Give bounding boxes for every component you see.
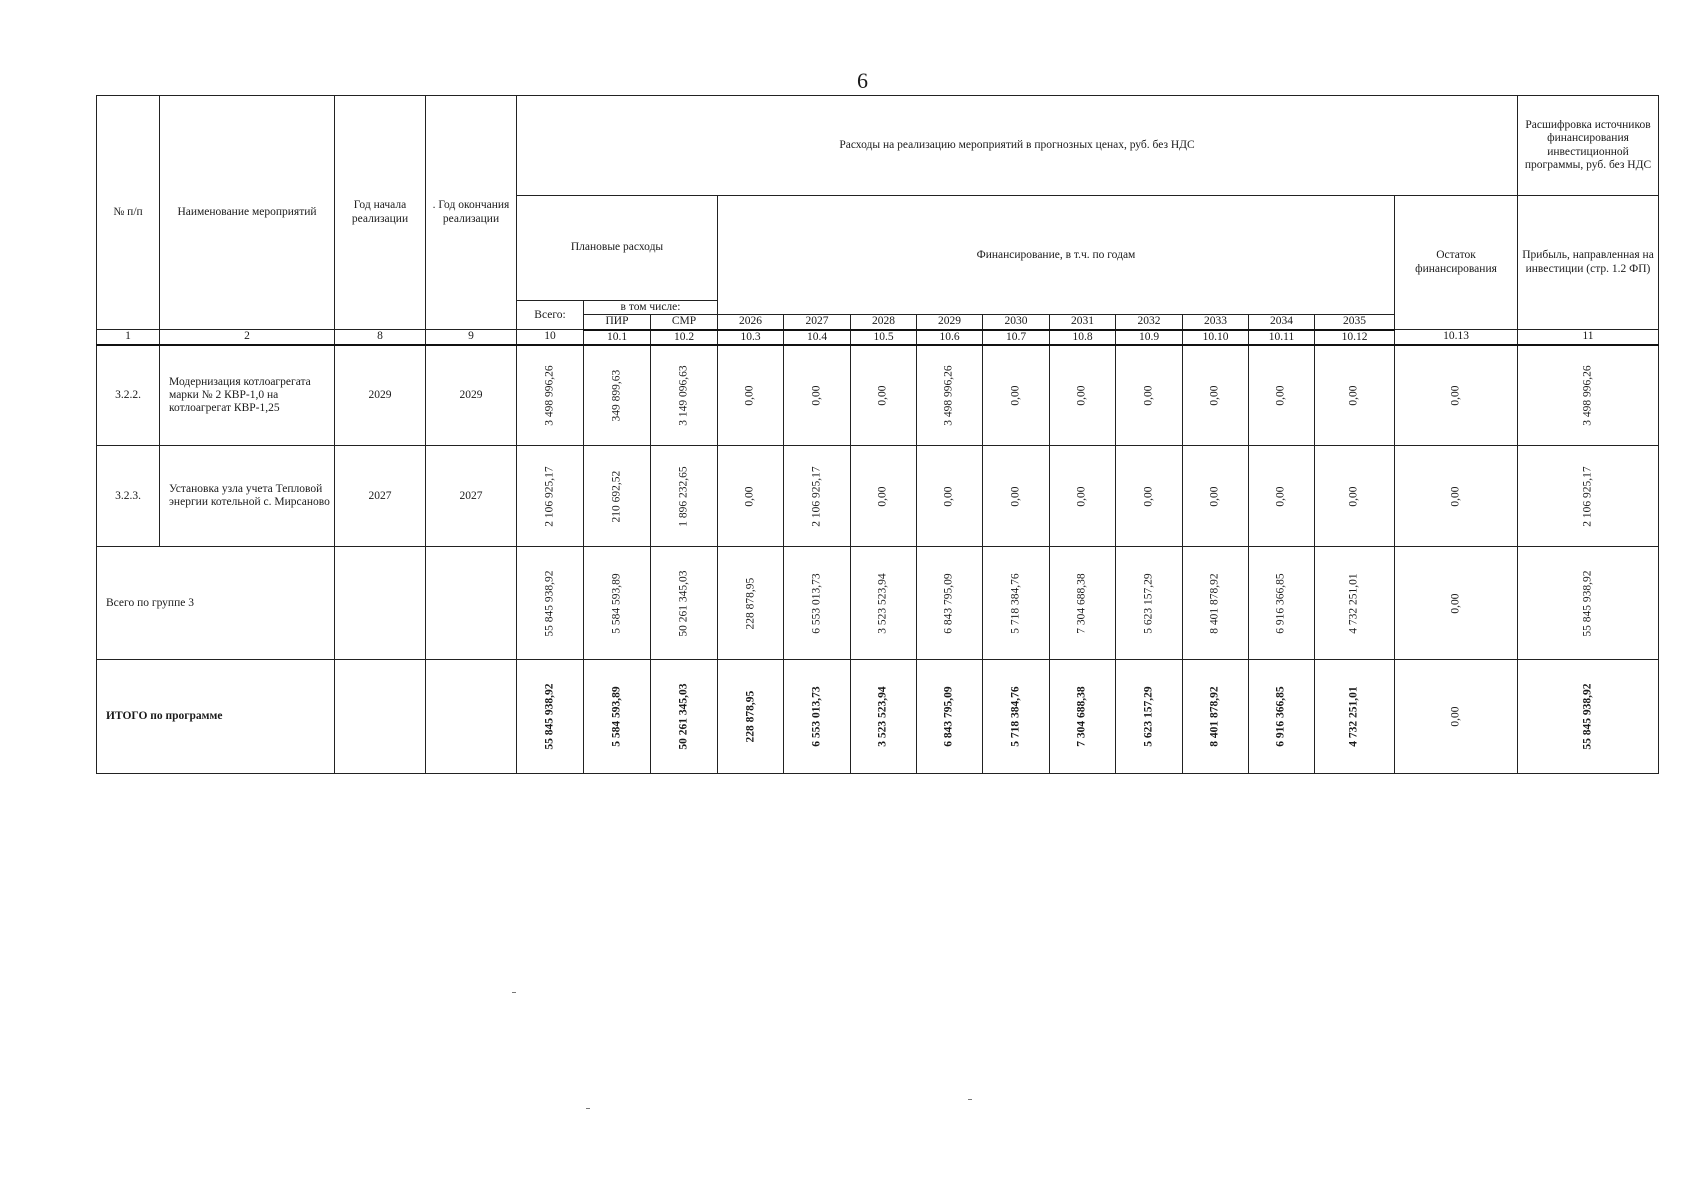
value-cell xyxy=(1183,660,1249,774)
header-year: 2032 xyxy=(1116,315,1183,330)
row-end-year: 2027 xyxy=(426,446,517,547)
header-year: 2026 xyxy=(718,315,784,330)
value-cell xyxy=(784,660,851,774)
value-text: 2 106 925,17 xyxy=(1581,466,1594,527)
value-text: 5 584 593,89 xyxy=(610,686,623,748)
value-text: 4 732 251,01 xyxy=(1347,573,1360,634)
page-number: 6 xyxy=(857,68,868,93)
header-remainder: Остаток финансирования xyxy=(1395,196,1518,330)
col-number: 11 xyxy=(1518,330,1659,345)
value-cell xyxy=(1050,660,1116,774)
value-text: 0,00 xyxy=(942,486,955,507)
value-text: 6 843 795,09 xyxy=(942,686,955,748)
value-text: 228 878,95 xyxy=(743,577,756,630)
profit-cell xyxy=(1518,446,1659,547)
scan-speck xyxy=(586,1108,590,1109)
value-cell xyxy=(851,547,917,660)
value-text: 0,00 xyxy=(1274,385,1287,406)
value-cell xyxy=(584,345,651,446)
row-start-year: 2029 xyxy=(335,345,426,446)
header-pir: ПИР xyxy=(584,315,651,330)
value-text: 5 623 157,29 xyxy=(1142,573,1155,634)
investment-program-table xyxy=(96,95,1659,774)
value-cell xyxy=(1315,446,1395,547)
value-text: 0,00 xyxy=(1142,385,1155,406)
column-numbers-row xyxy=(97,330,1659,345)
value-cell xyxy=(1050,446,1116,547)
value-cell xyxy=(1315,345,1395,446)
table-row xyxy=(97,345,1659,446)
value-cell xyxy=(983,547,1050,660)
value-text: 55 845 938,92 xyxy=(1581,570,1594,637)
empty-cell xyxy=(426,547,517,660)
value-cell xyxy=(851,345,917,446)
value-text: 0,00 xyxy=(1075,486,1088,507)
value-text: 6 916 366,85 xyxy=(1274,686,1287,748)
value-text: 5 718 384,76 xyxy=(1009,573,1022,634)
value-cell xyxy=(1183,547,1249,660)
value-cell xyxy=(983,446,1050,547)
value-text: 0,00 xyxy=(743,486,756,507)
value-text: 6 553 013,73 xyxy=(810,573,823,634)
value-cell xyxy=(1183,446,1249,547)
header-planned: Плановые расходы xyxy=(517,196,718,301)
col-number: 10.2 xyxy=(651,330,718,345)
value-cell xyxy=(1116,660,1183,774)
value-text: 349 899,63 xyxy=(610,369,623,422)
value-text: 4 732 251,01 xyxy=(1347,686,1360,748)
value-cell xyxy=(517,547,584,660)
value-cell xyxy=(718,345,784,446)
scan-speck xyxy=(968,1099,972,1100)
header-smr: СМР xyxy=(651,315,718,330)
empty-cell xyxy=(335,547,426,660)
value-cell xyxy=(517,660,584,774)
col-number: 10.5 xyxy=(851,330,917,345)
col-number: 10.3 xyxy=(718,330,784,345)
profit-cell xyxy=(1518,345,1659,446)
header-year: 2035 xyxy=(1315,315,1395,330)
value-cell xyxy=(1315,547,1395,660)
row-name: Модернизация котлоагрегата марки № 2 КВР-1,0 на котлоагрегат КВР-1,25 xyxy=(160,345,335,446)
col-number: 10.12 xyxy=(1315,330,1395,345)
col-number: 10.4 xyxy=(784,330,851,345)
header-year: 2034 xyxy=(1249,315,1315,330)
header-year: 2028 xyxy=(851,315,917,330)
value-cell xyxy=(851,660,917,774)
value-text: 3 498 996,26 xyxy=(942,365,955,426)
value-text: 7 304 688,38 xyxy=(1075,686,1088,748)
value-text: 0,00 xyxy=(810,385,823,406)
value-text: 0,00 xyxy=(1009,486,1022,507)
value-cell xyxy=(1050,547,1116,660)
empty-cell xyxy=(426,660,517,774)
program-total-row xyxy=(97,660,1659,774)
col-number: 8 xyxy=(335,330,426,345)
value-text: 3 498 996,26 xyxy=(1581,365,1594,426)
value-text: 0,00 xyxy=(876,486,889,507)
col-number: 10.11 xyxy=(1249,330,1315,345)
value-cell xyxy=(851,446,917,547)
row-end-year: 2029 xyxy=(426,345,517,446)
table-row xyxy=(97,446,1659,547)
header-financing: Финансирование, в т.ч. по годам xyxy=(718,196,1395,315)
col-number: 10.10 xyxy=(1183,330,1249,345)
value-cell xyxy=(718,547,784,660)
row-no: 3.2.2. xyxy=(97,345,160,446)
value-text: 2 106 925,17 xyxy=(543,466,556,527)
value-cell xyxy=(584,547,651,660)
group-total-row xyxy=(97,547,1659,660)
value-text: 0,00 xyxy=(1075,385,1088,406)
empty-cell xyxy=(335,660,426,774)
col-number: 2 xyxy=(160,330,335,345)
value-text: 0,00 xyxy=(1009,385,1022,406)
value-text: 0,00 xyxy=(1449,706,1462,727)
col-number: 9 xyxy=(426,330,517,345)
value-cell xyxy=(651,446,718,547)
remainder-cell xyxy=(1395,446,1518,547)
value-cell xyxy=(784,345,851,446)
value-text: 0,00 xyxy=(1449,486,1462,507)
value-text: 3 523 523,94 xyxy=(876,686,889,748)
value-text: 0,00 xyxy=(1347,486,1360,507)
value-text: 3 498 996,26 xyxy=(543,365,556,426)
value-cell xyxy=(983,345,1050,446)
value-cell xyxy=(917,446,983,547)
row-start-year: 2027 xyxy=(335,446,426,547)
value-cell xyxy=(718,660,784,774)
value-text: 0,00 xyxy=(743,385,756,406)
program-total-label: ИТОГО по программе xyxy=(97,660,335,774)
col-number: 10.6 xyxy=(917,330,983,345)
profit-cell xyxy=(1518,660,1659,774)
value-text: 5 623 157,29 xyxy=(1142,686,1155,748)
value-text: 228 878,95 xyxy=(743,691,756,743)
value-text: 6 843 795,09 xyxy=(942,573,955,634)
scan-speck xyxy=(512,992,516,993)
value-cell xyxy=(784,547,851,660)
value-cell xyxy=(651,345,718,446)
value-text: 5 718 384,76 xyxy=(1009,686,1022,748)
value-cell xyxy=(917,345,983,446)
header-year: 2029 xyxy=(917,315,983,330)
value-cell xyxy=(1116,345,1183,446)
value-cell xyxy=(651,547,718,660)
col-number: 10.9 xyxy=(1116,330,1183,345)
value-text: 3 149 096,63 xyxy=(677,365,690,426)
value-cell xyxy=(1249,547,1315,660)
header-including: в том числе: xyxy=(584,301,718,315)
value-cell xyxy=(1249,446,1315,547)
header-year: 2031 xyxy=(1050,315,1116,330)
value-text: 0,00 xyxy=(1449,593,1462,614)
value-text: 0,00 xyxy=(1208,486,1221,507)
value-text: 8 401 878,92 xyxy=(1208,686,1221,748)
header-end-year: . Год окончания реализации xyxy=(426,96,517,330)
value-cell xyxy=(1315,660,1395,774)
value-cell xyxy=(1249,660,1315,774)
value-cell xyxy=(1249,345,1315,446)
value-cell xyxy=(651,660,718,774)
value-text: 50 261 345,03 xyxy=(677,570,690,637)
value-cell xyxy=(584,660,651,774)
value-cell xyxy=(1183,345,1249,446)
value-text: 6 553 013,73 xyxy=(810,686,823,748)
value-text: 2 106 925,17 xyxy=(810,466,823,527)
value-text: 0,00 xyxy=(1142,486,1155,507)
col-number: 10.7 xyxy=(983,330,1050,345)
value-cell xyxy=(784,446,851,547)
value-cell xyxy=(517,345,584,446)
value-cell xyxy=(584,446,651,547)
value-text: 0,00 xyxy=(1208,385,1221,406)
row-name: Установка узла учета Тепловой энергии котельной с. Мирсаново xyxy=(160,446,335,547)
col-number: 10.13 xyxy=(1395,330,1518,345)
value-cell xyxy=(983,660,1050,774)
row-no: 3.2.3. xyxy=(97,446,160,547)
value-text: 0,00 xyxy=(1274,486,1287,507)
value-cell xyxy=(1116,547,1183,660)
value-cell xyxy=(917,547,983,660)
col-number: 10.8 xyxy=(1050,330,1116,345)
value-text: 55 845 938,92 xyxy=(543,683,556,750)
value-cell xyxy=(917,660,983,774)
value-text: 8 401 878,92 xyxy=(1208,573,1221,634)
header-profit: Прибыль, направленная на инвестиции (стр. 1.2 ФП) xyxy=(1518,196,1659,330)
header-year: 2027 xyxy=(784,315,851,330)
remainder-cell xyxy=(1395,547,1518,660)
value-text: 55 845 938,92 xyxy=(1581,683,1594,750)
header-year: 2030 xyxy=(983,315,1050,330)
value-text: 0,00 xyxy=(1347,385,1360,406)
value-cell xyxy=(1116,446,1183,547)
value-text: 55 845 938,92 xyxy=(543,570,556,637)
value-text: 50 261 345,03 xyxy=(677,683,690,750)
header-no: № п/п xyxy=(97,96,160,330)
value-text: 0,00 xyxy=(1449,385,1462,406)
header-total: Всего: xyxy=(517,301,584,330)
value-text: 1 896 232,65 xyxy=(677,466,690,527)
value-text: 0,00 xyxy=(876,385,889,406)
value-text: 5 584 593,89 xyxy=(610,573,623,634)
remainder-cell xyxy=(1395,345,1518,446)
group-total-label: Всего по группе 3 xyxy=(97,547,335,660)
remainder-cell xyxy=(1395,660,1518,774)
col-number: 1 xyxy=(97,330,160,345)
profit-cell xyxy=(1518,547,1659,660)
value-cell xyxy=(517,446,584,547)
header-start-year: Год начала реализации xyxy=(335,96,426,330)
header-year: 2033 xyxy=(1183,315,1249,330)
header-sources-title: Расшифровка источников финансирования инвестиционной программы, руб. без НДС xyxy=(1518,96,1659,196)
value-text: 7 304 688,38 xyxy=(1075,573,1088,634)
value-text: 3 523 523,94 xyxy=(876,573,889,634)
header-name: Наименование мероприятий xyxy=(160,96,335,330)
header-expenses-title: Расходы на реализацию мероприятий в прогнозных ценах, руб. без НДС xyxy=(517,96,1518,196)
col-number: 10.1 xyxy=(584,330,651,345)
value-cell xyxy=(718,446,784,547)
value-text: 6 916 366,85 xyxy=(1274,573,1287,634)
col-number: 10 xyxy=(517,330,584,345)
value-text: 210 692,52 xyxy=(610,470,623,523)
value-cell xyxy=(1050,345,1116,446)
